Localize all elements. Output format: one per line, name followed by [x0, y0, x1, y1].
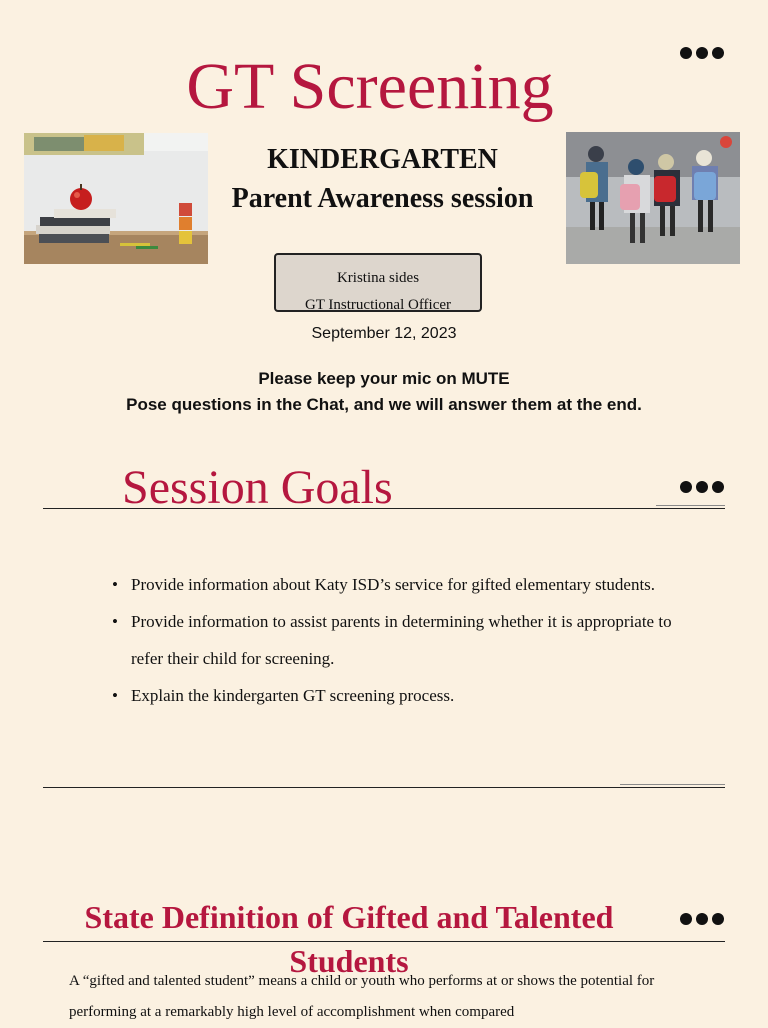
- children-backpacks-image: [566, 132, 740, 264]
- mute-notice-line1: Please keep your mic on MUTE: [258, 369, 510, 388]
- presenter-role: GT Instructional Officer: [304, 297, 452, 313]
- divider: [43, 787, 725, 788]
- divider-accent: [656, 505, 725, 506]
- session-date: September 12, 2023: [311, 325, 457, 342]
- presenter-box: [274, 253, 482, 312]
- more-dots-icon[interactable]: [680, 912, 728, 926]
- slide-title: GT Screening: [186, 50, 554, 123]
- session-goals-title: Session Goals: [122, 461, 393, 514]
- mute-notice-line2: Pose questions in the Chat, and we will answer them at the end.: [126, 395, 642, 414]
- mute-notice: [0, 366, 768, 418]
- state-definition-title: State Definition of Gifted and Talented Students: [84, 899, 614, 979]
- divider-accent: [620, 784, 725, 785]
- session-goals-list: [112, 566, 672, 714]
- apple-books-blocks-image: [24, 133, 208, 264]
- subtitle-parent-awareness: Parent Awareness session: [231, 183, 534, 214]
- list-item: • Provide information to assist parents in determining whether it is appropriate to refer their child for screening.: [112, 603, 672, 677]
- list-item: • Provide information about Katy ISD’s service for gifted elementary students.: [112, 566, 672, 603]
- divider: [43, 941, 725, 942]
- more-dots-icon[interactable]: [680, 480, 728, 494]
- state-definition-body: A “gifted and talented student” means a child or youth who performs at or shows the potential for performing at a remarkably high level of accomplishment when compared: [69, 973, 655, 1020]
- divider: [43, 508, 725, 509]
- subtitle-kindergarten: KINDERGARTEN: [267, 144, 498, 175]
- list-item: • Explain the kindergarten GT screening process.: [112, 677, 672, 714]
- presenter-name: Kristina sides: [336, 270, 420, 286]
